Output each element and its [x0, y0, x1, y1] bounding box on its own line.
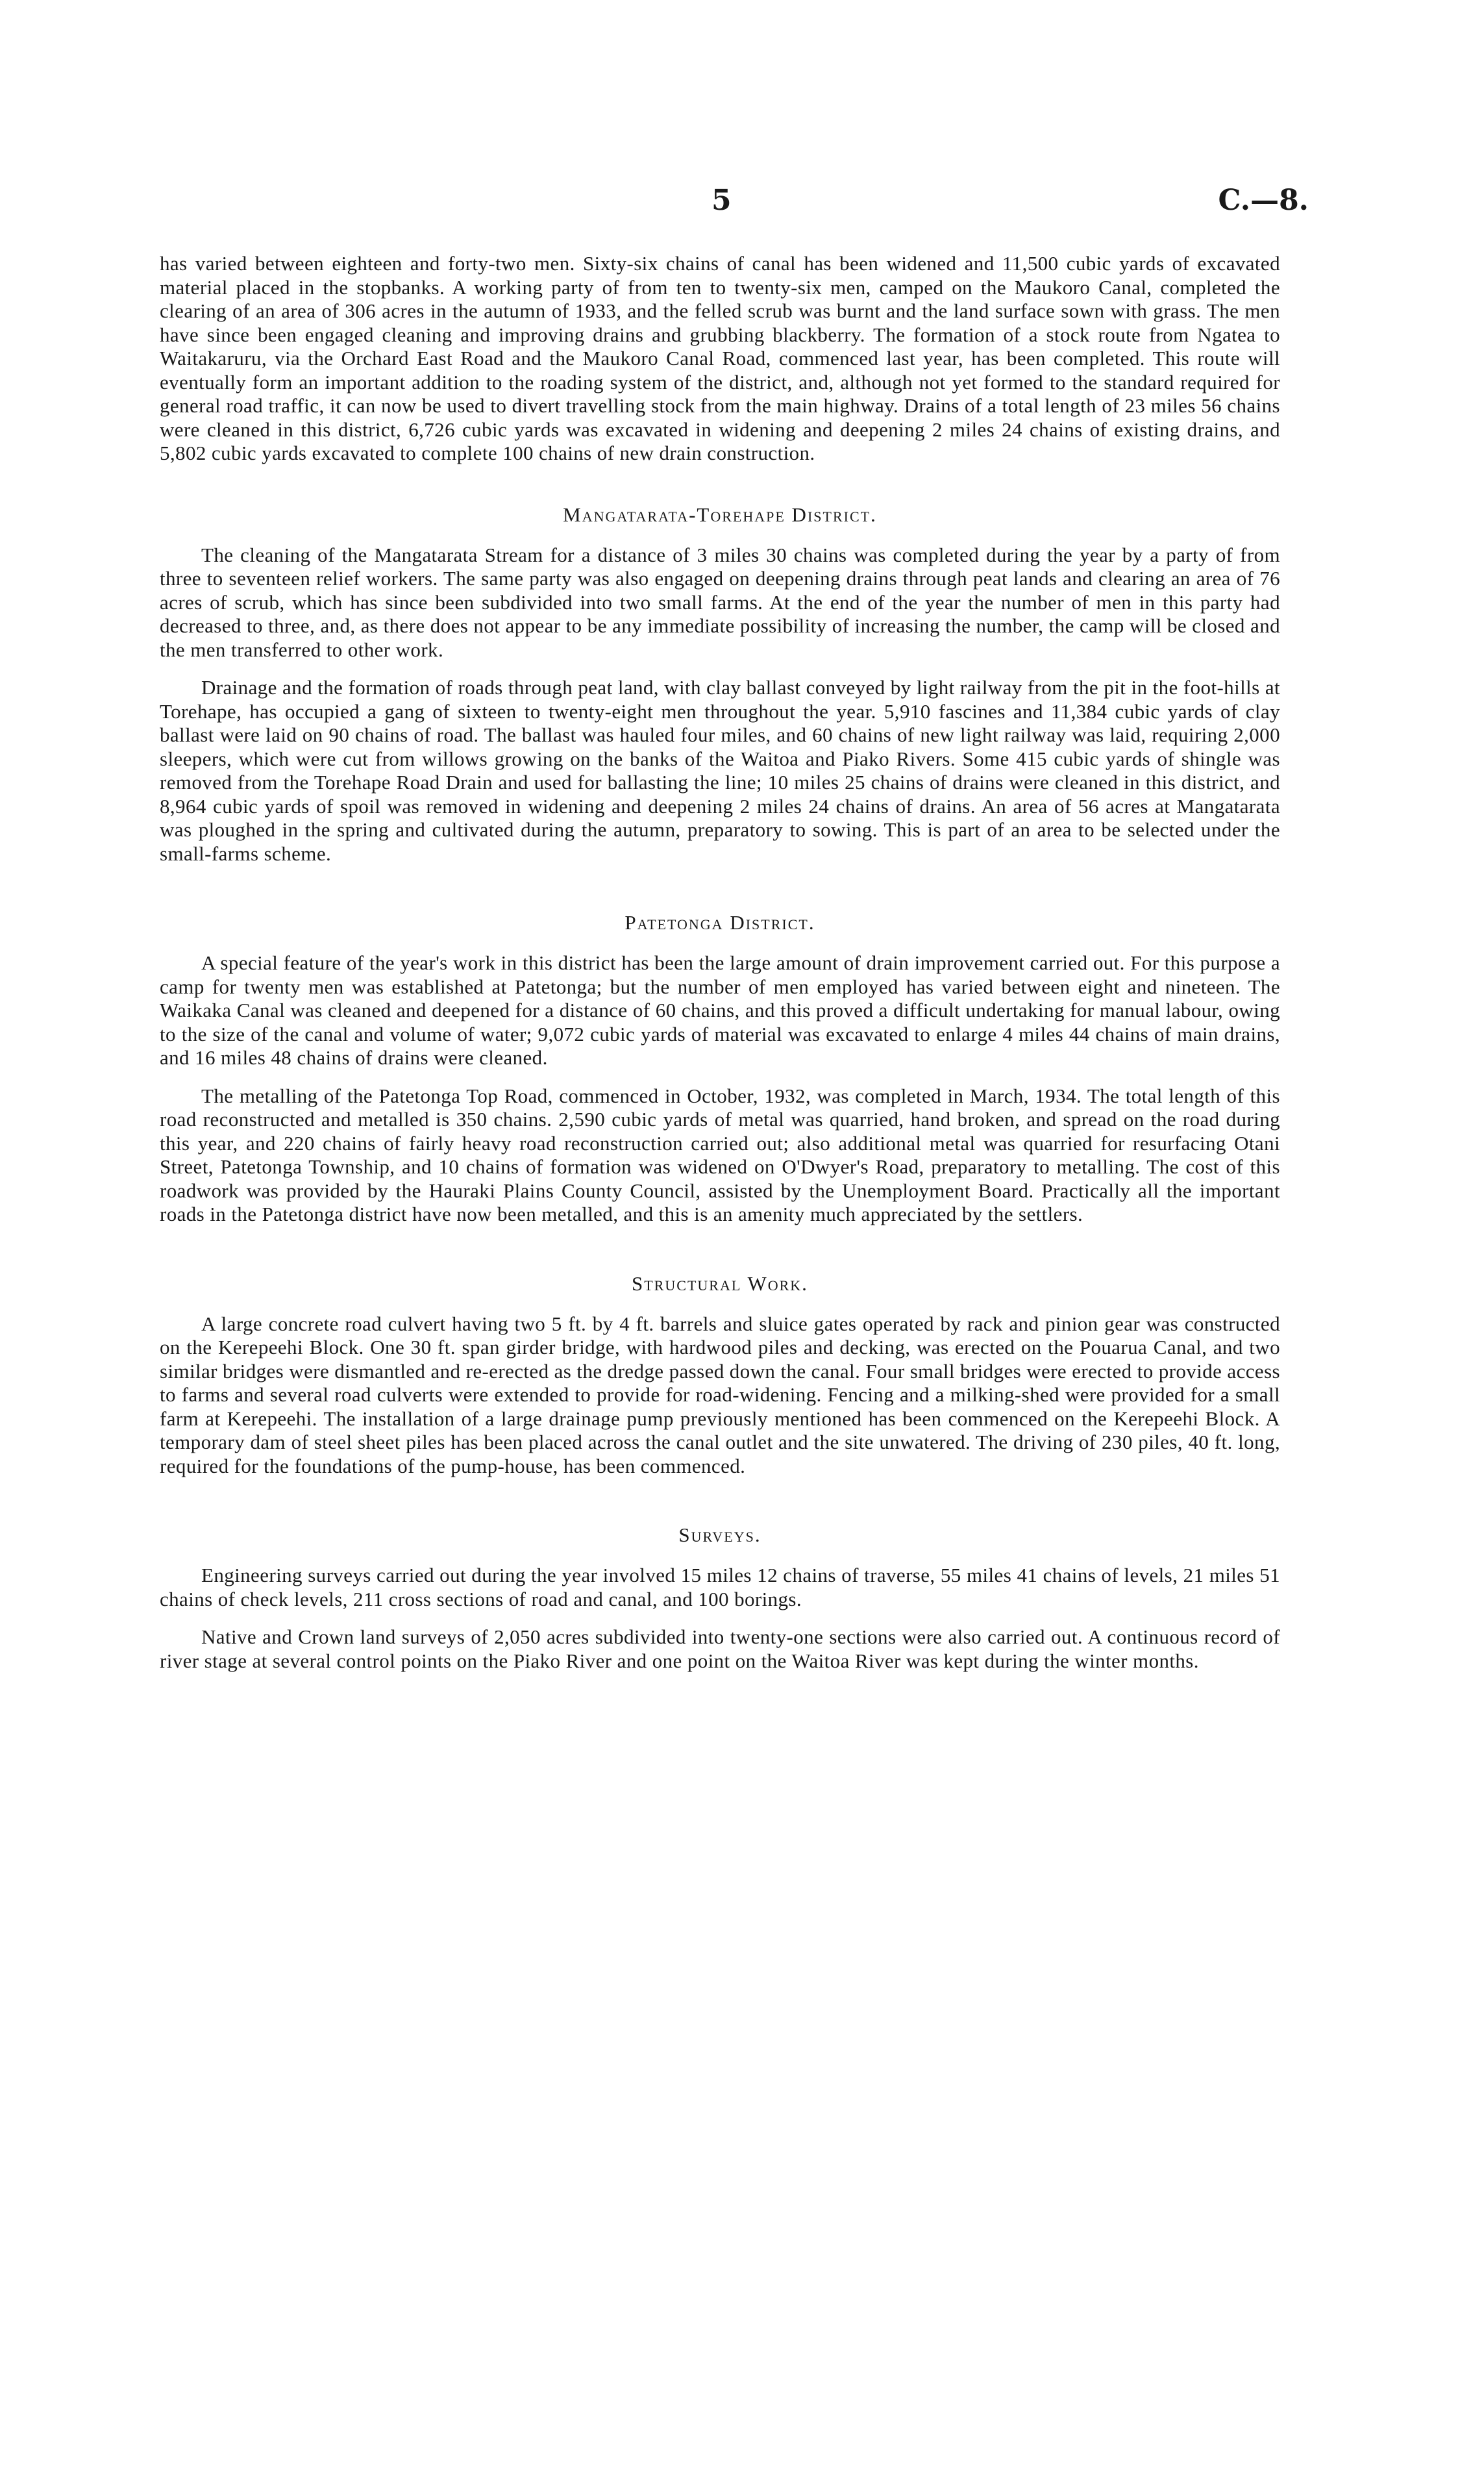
section-heading-surveys: Surveys.	[678, 1523, 761, 1546]
section-heading-patetonga: Patetonga District.	[625, 911, 815, 934]
section-heading-mangatarata-torehape: Mangatarata-Torehape District.	[563, 503, 877, 526]
paragraph: A large concrete road culvert having two 5 ft. by 4 ft. barrels and sluice gates operated by rack and pinion gear was constructed on the Kerepeehi Block. One 30 ft. span girder bridge, with hardwood piles and decking, was erected on the Pouarua Canal, and two similar bridges were dismantled and re-erected as the dredge passed down the canal. Four small bridges were erected to provide access to farms and several road culverts were extended to provide for road-widening. Fencing and a milking-shed were provided for a small farm at Kerepeehi. The installation of a large drainage pump previously mentioned has been commenced on the Kerepeehi Block. A temporary dam of steel sheet piles has been placed across the canal outlet and the site unwatered. The driving of 230 piles, 40 ft. long, required for the foundations of the pump-house, has been commenced.	[160, 1312, 1280, 1477]
paragraph: A special feature of the year's work in this district has been the large amount of drain improvement carried out. For this purpose a camp for twenty men was established at Patetonga; but the number of men employed has varied between eight and nineteen. The Waikaka Canal was cleaned and deepened for a distance of 60 chains, and this proved a difficult undertaking for manual labour, owing to the size of the canal and volume of water; 9,072 cubic yards of material was excavated to enlarge 4 miles 44 chains of main drains, and 16 miles 48 chains of drains were cleaned.	[160, 951, 1280, 1069]
paragraph: has varied between eighteen and forty-two men. Sixty-six chains of canal has been widened and 11,500 cubic yards of excavated material placed in the stopbanks. A working party of from ten to twenty-six men, camped on the Maukoro Canal, completed the clearing of an area of 306 acres in the autumn of 1933, and the felled scrub was burnt and the land surface sown with grass. The men have since been engaged cleaning and improving drains and grubbing blackberry. The formation of a stock route from Ngatea to Waitakaruru, via the Orchard East Road and the Maukoro Canal Road, commenced last year, has been completed. This route will eventually form an important addition to the roading system of the district, and, although not yet formed to the standard required for general road traffic, it can now be used to divert travelling stock from the main highway. Drains of a total length of 23 miles 56 chains were cleaned in this district, 6,726 cubic yards was excavated in widening and deepening 2 miles 24 chains of existing drains, and 5,802 cubic yards excavated to complete 100 chains of new drain construction.	[160, 252, 1280, 464]
paragraph: Engineering surveys carried out during the year involved 15 miles 12 chains of traverse, 55 miles 41 chains of levels, 21 miles 51 chains of check levels, 211 cross sections of road and canal, and 100 borings.	[160, 1564, 1280, 1610]
paragraph: The cleaning of the Mangatarata Stream for a distance of 3 miles 30 chains was completed during the year by a party of from three to seventeen relief workers. The same party was also engaged on deepening drains through peat lands and clearing an area of 76 acres of scrub, which has since been subdivided into two small farms. At the end of the year the number of men in this party had decreased to three, and, as there does not appear to be any immediate possibility of increasing the number, the camp will be closed and the men transferred to other work.	[160, 543, 1280, 661]
page-number: 5	[711, 184, 732, 217]
paragraph: The metalling of the Patetonga Top Road, commenced in October, 1932, was completed in March, 1934. The total length of this road reconstructed and metalled is 350 chains. 2,590 cubic yards of metal was quarried, hand broken, and spread on the road during this year, and 220 chains of fairly heavy road reconstruction carried out; also additional metal was quarried for resurfacing Otani Street, Patetonga Township, and 10 chains of formation was widened on O'Dwyer's Road, preparatory to metalling. The cost of this roadwork was provided by the Hauraki Plains County Council, assisted by the Unemployment Board. Practically all the important roads in the Patetonga district have now been metalled, and this is an amenity much appreciated by the settlers.	[160, 1084, 1280, 1225]
document-reference: C.—8.	[1218, 184, 1309, 217]
paragraph: Drainage and the formation of roads through peat land, with clay ballast conveyed by light railway from the pit in the foot-hills at Torehape, has occupied a gang of sixteen to twenty-eight men throughout the year. 5,910 fascines and 11,384 cubic yards of clay ballast were laid on 90 chains of road. The ballast was hauled four miles, and 60 chains of new light railway was laid, requiring 2,000 sleepers, which were cut from willows growing on the banks of the Waitoa and Piako Rivers. Some 415 cubic yards of shingle was removed from the Torehape Road Drain and used for ballasting the line; 10 miles 25 chains of drains were cleaned in this district, and 8,964 cubic yards of spoil was removed in widening and deepening 2 miles 24 chains of drains. An area of 56 acres at Mangatarata was ploughed in the spring and cultivated during the autumn, preparatory to sowing. This is part of an area to be selected under the small-farms scheme.	[160, 676, 1280, 865]
page-header	[0, 184, 1484, 223]
paragraph: Native and Crown land surveys of 2,050 acres subdivided into twenty-one sections were also carried out. A continuous record of river stage at several control points on the Piako River and one point on the Waitoa River was kept during the winter months.	[160, 1625, 1280, 1672]
document-body	[160, 252, 1280, 1687]
section-heading-structural-work: Structural Work.	[632, 1271, 808, 1295]
